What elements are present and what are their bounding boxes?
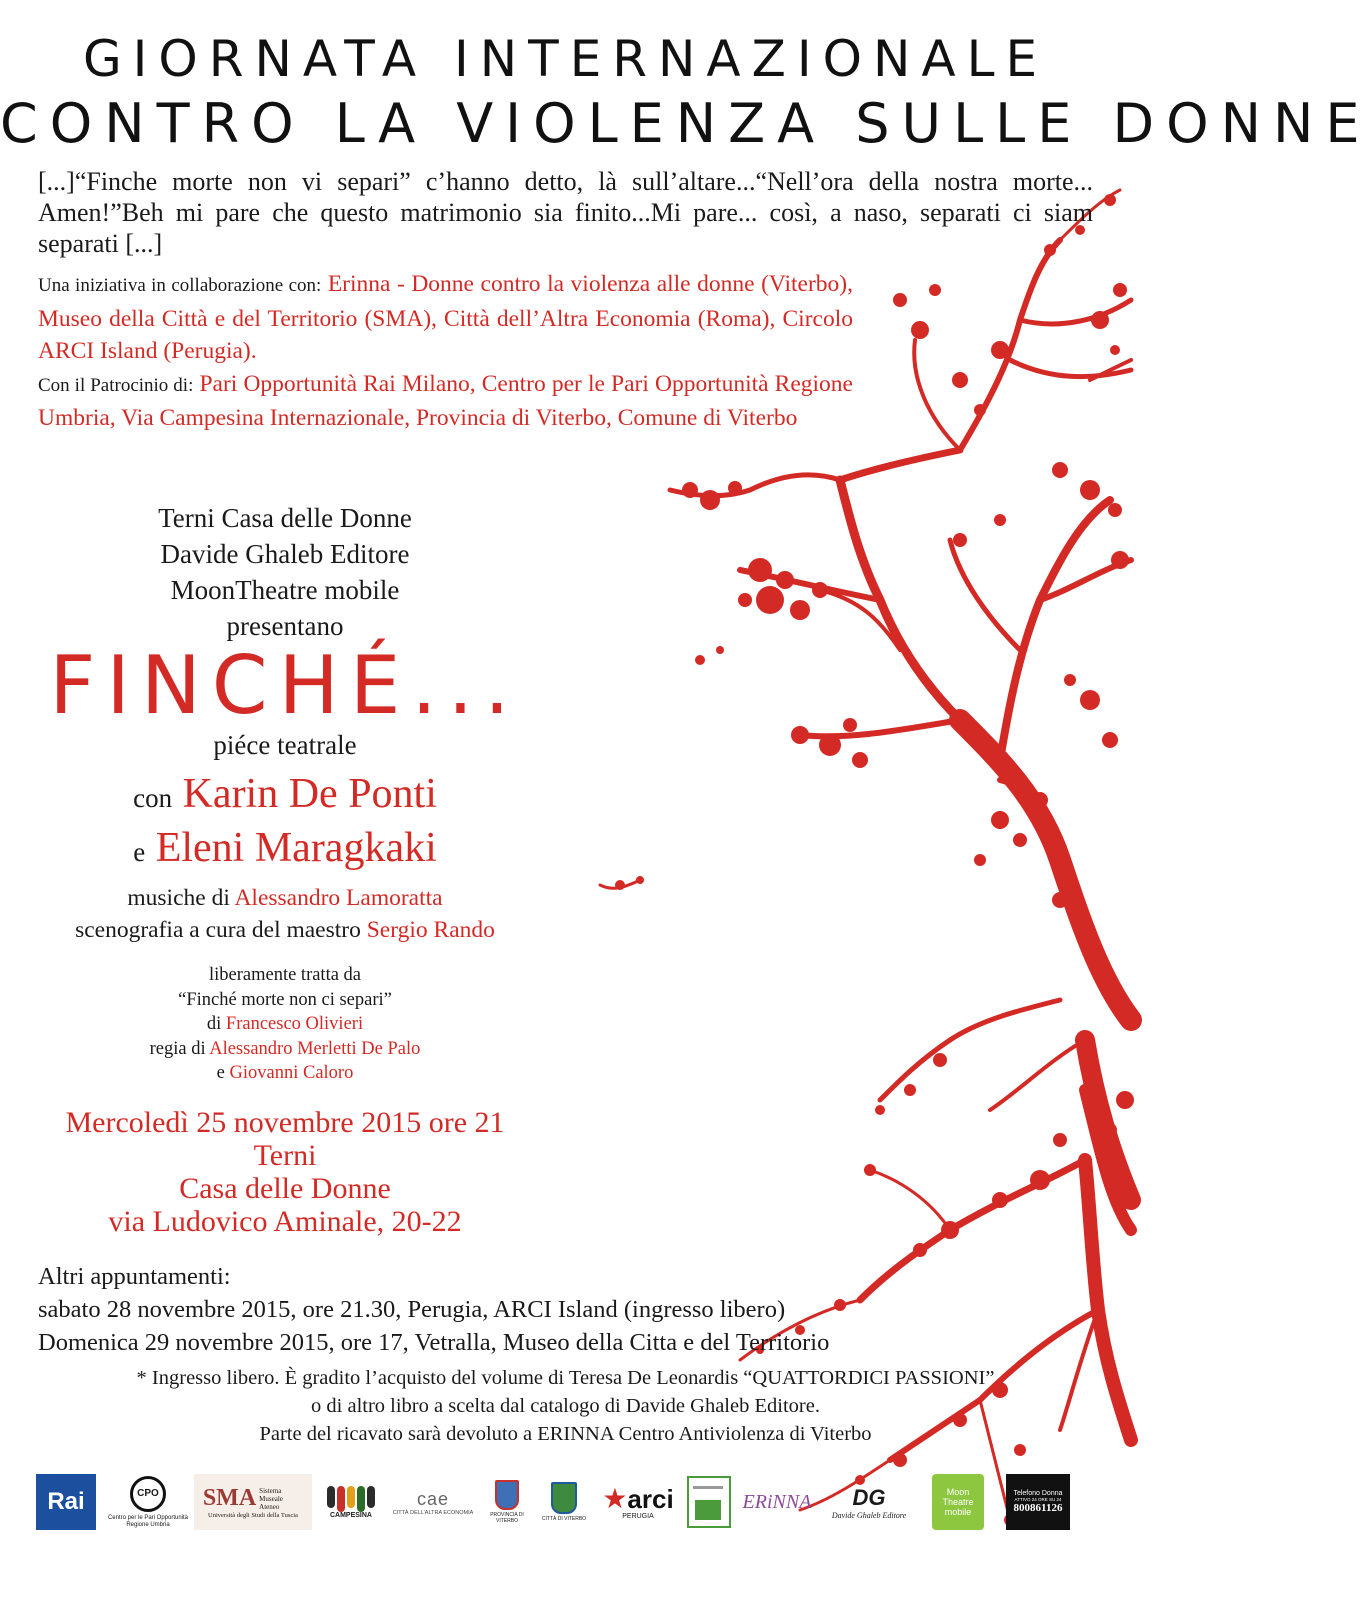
cast-prefix-2: e: [133, 837, 146, 867]
cast-prefix-1: con: [133, 783, 173, 813]
cae-mark: cae: [416, 1488, 450, 1509]
director-line-2: [0, 1061, 570, 1086]
presenter-2: Davide Ghaleb Editore: [160, 539, 410, 569]
moontheatre-logo: [932, 1474, 984, 1530]
author-line: [0, 1012, 570, 1037]
citta-viterbo-logo: [536, 1474, 592, 1530]
arci-wordmark: arci: [627, 1483, 674, 1514]
telefono-title: Telefono Donna: [1013, 1490, 1063, 1497]
dg-caption: Davide Ghaleb Editore: [831, 1510, 907, 1520]
telefono-number: 800861126: [1013, 1502, 1063, 1514]
telefono-donna-logo: [1006, 1474, 1070, 1530]
sma-logo: [194, 1474, 312, 1530]
sma-text: Sistema Museale Ateneo: [259, 1486, 283, 1511]
note-line-1: * Ingresso libero. È gradito l’acquisto del volume di Teresa De Leonardis “QUATTORDICI PASSIONI”: [136, 1367, 995, 1389]
provincia-crest-icon: [495, 1480, 519, 1510]
set-designer: Sergio Rando: [366, 917, 495, 943]
arci-caption: PERUGIA: [622, 1512, 654, 1520]
cpo-umbria-logo: [106, 1474, 190, 1530]
note-line-3: Parte del ricavato sarà devoluto a ERINNA Centro Antiviolenza di Viterbo: [259, 1423, 872, 1445]
set-design-line: [0, 914, 570, 946]
director-1: Alessandro Merletti De Palo: [209, 1038, 421, 1059]
rai-logo: [36, 1474, 96, 1530]
via-campesina-logo: [318, 1474, 384, 1530]
citta-crest-icon: [551, 1482, 577, 1514]
headline-line-1: GIORNATA INTERNAZIONALE: [82, 30, 1049, 88]
music-line: [0, 882, 570, 914]
collaboration-label: Una iniziativa in collaborazione con:: [38, 275, 322, 296]
cae-logo: [388, 1474, 478, 1530]
museo-house-icon: [687, 1476, 731, 1528]
author-name: Francesco Olivieri: [225, 1014, 364, 1034]
other-date-1: sabato 28 novembre 2015, ore 21.30, Perugia, ARCI Island (ingresso libero): [38, 1296, 786, 1323]
sma-mark: SMA: [202, 1485, 257, 1511]
sponsor-logos-row: [36, 1474, 1096, 1534]
davide-ghaleb-logo: [822, 1474, 916, 1530]
erinna-wordmark: ERiNNA: [742, 1490, 812, 1513]
entry-note: [0, 1364, 1131, 1448]
telefono-subtitle: ATTIVO 24 ORE SU 24: [1014, 1497, 1062, 1502]
actor-1: Karin De Ponti: [182, 771, 437, 817]
based-on-label: liberamente tratta da: [208, 965, 362, 985]
presenter-3: MoonTheatre mobile: [170, 575, 400, 605]
actor-2: Eleni Maragkaki: [155, 825, 437, 871]
cpo-caption: Centro per le Pari Opportunità Regione Umbria: [107, 1514, 189, 1528]
director-2: Giovanni Caloro: [229, 1063, 354, 1083]
arci-star-icon: ★: [602, 1482, 628, 1514]
provincia-viterbo-logo: [484, 1474, 530, 1530]
cast-line-1: [0, 768, 570, 824]
music-scenography-block: [0, 882, 570, 946]
arci-logo: [598, 1474, 678, 1530]
credits-block: [0, 963, 570, 1086]
event-city: Terni: [253, 1139, 317, 1172]
rai-logo-text: Rai: [47, 1488, 85, 1515]
dg-mark: DG: [852, 1484, 886, 1510]
intro-quote: [...]“Finche morte non vi separi” c’hanno detto, là sull’altare...“Nell’ora della nostra morte... Amen!”Beh mi pare che questo matrimonio sia finito...Mi pare... così, a naso, separati ci siam separati [...]: [38, 167, 1093, 258]
show-genre: piéce teatrale: [213, 730, 357, 760]
other-dates-block: [38, 1260, 829, 1359]
cast-line-2: [0, 822, 570, 878]
director-label: regia di: [149, 1038, 206, 1059]
citta-caption: CITTÀ DI VITERBO: [541, 1516, 587, 1522]
author-label: di: [206, 1014, 222, 1034]
event-date: Mercoledì 25 novembre 2015 ore 21: [65, 1106, 505, 1139]
source-title: “Finché morte non ci separi”: [178, 989, 392, 1010]
patronage-label: Con il Patrocinio di:: [38, 374, 194, 396]
other-date-2: Domenica 29 novembre 2015, ore 17, Vetralla, Museo della Citta e del Territorio: [38, 1329, 830, 1356]
event-details: [0, 1106, 570, 1238]
event-venue: Casa delle Donne: [179, 1172, 391, 1205]
collaboration-partners: Erinna - Donne contro la violenza alle donne (Viterbo), Museo della Città e del Territorio (SMA), Città dell’Altra Economia (Roma), Circolo ARCI Island (Perugia).: [38, 271, 853, 364]
sma-caption: Università degli Studi della Tuscia: [208, 1512, 298, 1519]
headline-line-2: CONTRO LA VIOLENZA SULLE DONNE: [0, 92, 1372, 155]
patronage-list: Pari Opportunità Rai Milano, Centro per le Pari Opportunità Regione Umbria, Via Campesina Internazionale, Provincia di Viterbo, Comune di Viterbo: [38, 370, 853, 431]
other-dates-label: Altri appuntamenti:: [38, 1263, 231, 1290]
presenter-1: Terni Casa delle Donne: [158, 503, 412, 533]
collaboration-block: [38, 268, 853, 435]
set-design-label: scenografia a cura del maestro: [75, 917, 361, 943]
director-joiner: e: [216, 1063, 225, 1083]
note-line-2: o di altro libro a scelta dal catalogo di Davide Ghaleb Editore.: [311, 1395, 820, 1417]
presenting-label: presentano: [226, 611, 344, 641]
show-title: FINCHÉ...: [49, 639, 521, 732]
erinna-logo: [742, 1474, 812, 1530]
music-author: Alessandro Lamoratta: [234, 885, 443, 911]
cae-caption: CITTÀ DELL’ALTRA ECONOMIA: [392, 1509, 474, 1516]
moon-line-1: Moon: [946, 1487, 970, 1497]
event-address: via Ludovico Aminale, 20-22: [108, 1205, 462, 1238]
campesina-figures-icon: [327, 1486, 375, 1512]
music-label: musiche di: [127, 885, 230, 911]
director-line-1: [0, 1037, 570, 1062]
cpo-mark: CPO: [130, 1476, 166, 1512]
moon-line-3: mobile: [944, 1507, 972, 1517]
campesina-caption: CAMPESINA: [329, 1511, 372, 1519]
museo-logo: [686, 1474, 732, 1530]
presenters-block: [0, 500, 570, 644]
provincia-caption: PROVINCIA DI VITERBO: [490, 1512, 524, 1524]
moon-line-2: Theatre: [942, 1497, 974, 1507]
